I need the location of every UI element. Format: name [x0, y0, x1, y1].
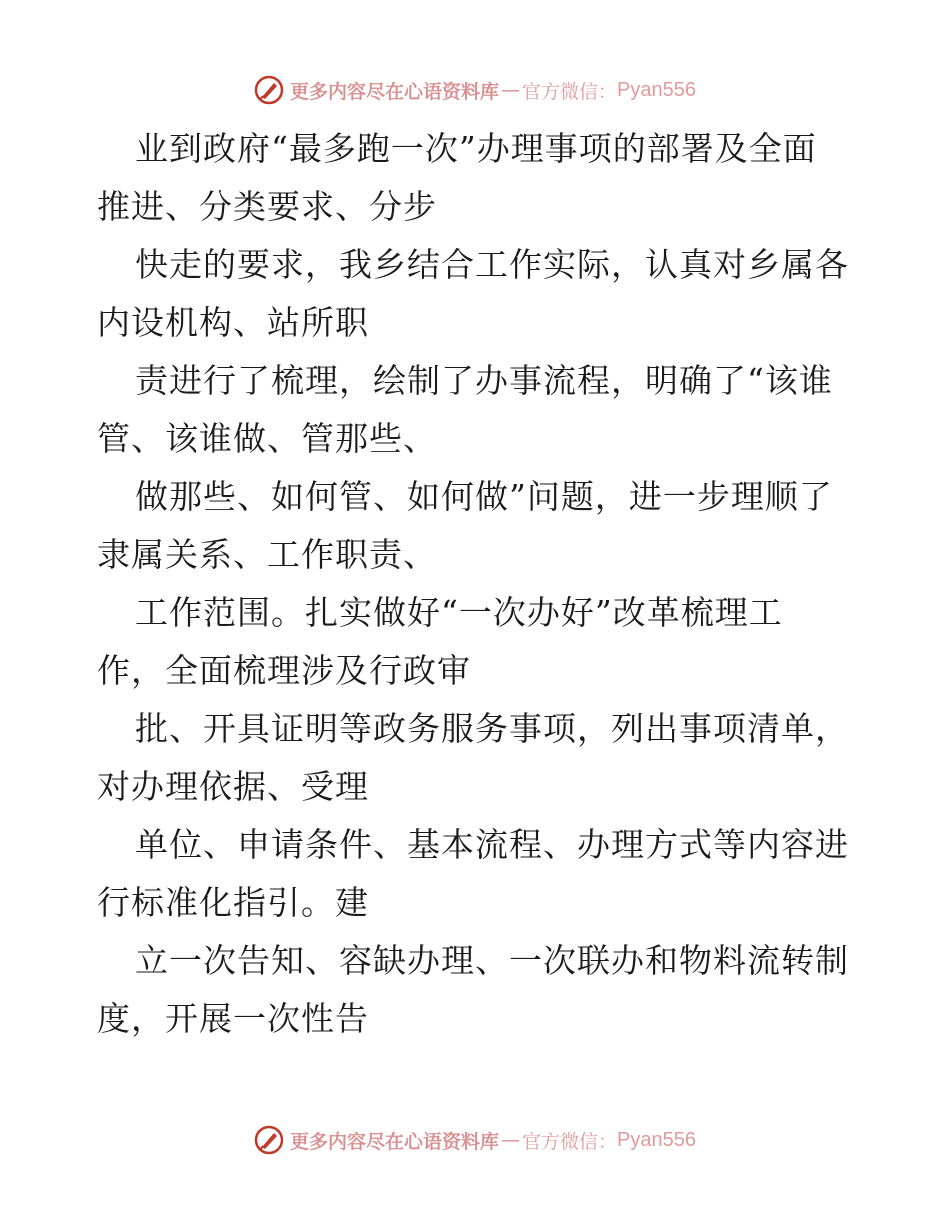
- footer-banner: [0, 1120, 950, 1160]
- paragraph-line: 做那些、如何管、如何做”问题，进一步理顺了: [135, 477, 833, 516]
- paragraph-line: 行标准化指引。建: [97, 883, 369, 922]
- banner-wechat-account: Pyan556: [617, 1128, 696, 1151]
- paragraph-line: 管、该谁做、管那些、: [97, 419, 437, 458]
- paragraph-line: 内设机构、站所职: [97, 303, 369, 342]
- paragraph-line: 立一次告知、容缺办理、一次联办和物料流转制: [135, 941, 849, 980]
- banner-wechat-label: 官方微信：: [522, 80, 618, 103]
- banner-brand-text: 更多内容尽在心语资料库: [290, 80, 500, 103]
- quill-pen-logo-icon: [254, 1125, 284, 1155]
- paragraph-line: 对办理依据、受理: [97, 767, 369, 806]
- paragraph-line: 责进行了梳理，绘制了办事流程，明确了“该谁: [135, 361, 833, 400]
- banner-wechat-account: Pyan556: [617, 78, 696, 101]
- quill-pen-logo-icon: [254, 75, 284, 105]
- banner-brand-text: 更多内容尽在心语资料库: [290, 1130, 500, 1153]
- header-banner: [0, 70, 950, 110]
- paragraph-line: 业到政府“最多跑一次”办理事项的部署及全面: [135, 129, 817, 168]
- banner-wechat-label: 官方微信：: [522, 1130, 618, 1153]
- paragraph-line: 隶属关系、工作职责、: [97, 535, 437, 574]
- paragraph-line: 推进、分类要求、分步: [97, 187, 437, 226]
- paragraph-line: 工作范围。扎实做好“一次办好”改革梳理工: [135, 593, 783, 632]
- paragraph-line: 作，全面梳理涉及行政审: [97, 651, 471, 690]
- paragraph-line: 度，开展一次性告: [97, 999, 369, 1038]
- paragraph-line: 快走的要求，我乡结合工作实际，认真对乡属各: [135, 245, 849, 284]
- banner-dash: —: [501, 1129, 521, 1151]
- document-body: [97, 120, 867, 1048]
- paragraph-line: 批、开具证明等政务服务事项，列出事项清单，: [135, 709, 849, 748]
- banner-dash: —: [501, 79, 521, 101]
- paragraph-line: 单位、申请条件、基本流程、办理方式等内容进: [135, 825, 849, 864]
